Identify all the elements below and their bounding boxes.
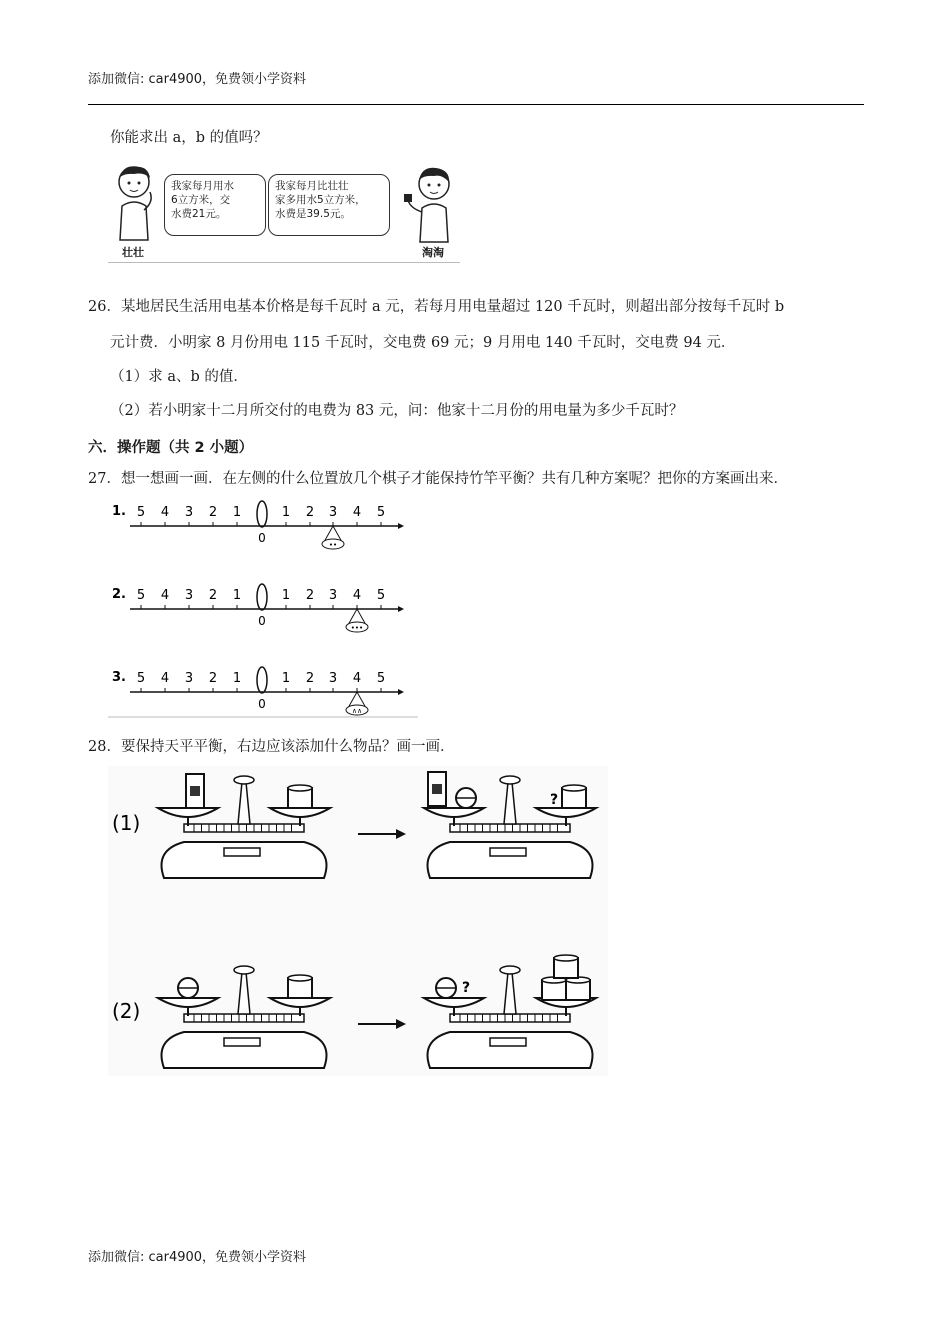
zero-label: 0 <box>258 531 266 545</box>
rod-arrow-icon <box>398 606 404 612</box>
q28-label-2: (2) <box>112 999 141 1023</box>
tick-label: 3 <box>184 588 194 603</box>
left-bubble-line: 6立方米，交 <box>171 194 231 206</box>
scale-top <box>234 776 254 784</box>
scale-plate <box>224 1038 260 1046</box>
tick-label: 4 <box>352 588 362 603</box>
weight-mark: •• <box>328 541 338 549</box>
tick-label: 5 <box>376 588 386 603</box>
q26-part2: （2）若小明家十二月所交付的电费为 83 元，问：他家十二月份的用电量为多少千瓦时？ <box>110 403 684 419</box>
question-mark-icon: ? <box>550 792 559 808</box>
zero-label: 0 <box>258 614 266 628</box>
scale-top <box>234 966 254 974</box>
page-header: 添加微信: car4900，免费领小学资料 <box>88 72 307 87</box>
left-bubble-line: 我家每月用水 <box>171 180 234 192</box>
tick-label: 4 <box>352 505 362 520</box>
q26-line1: 26．某地居民生活用电基本价格是每千瓦时 a 元，若每月用电量超过 120 千瓦时，则超出部分按每千瓦时 b <box>88 299 785 315</box>
q27-balance-rods <box>108 496 420 718</box>
rod-label: 3. <box>112 670 126 685</box>
q28-label-1: (1) <box>112 811 141 835</box>
right-bubble-line: 家多用水5立方米， <box>275 194 366 206</box>
q28-scales-figure <box>108 766 608 1076</box>
rod-arrow-icon <box>398 689 404 695</box>
tick-label: 2 <box>208 505 218 520</box>
tick-label: 4 <box>352 671 362 686</box>
q26-part1: （1）求 a、b 的值． <box>110 369 248 385</box>
scale-2-before <box>158 966 330 1068</box>
q26-line2: 元计费．小明家 8 月份用电 115 千瓦时，交电费 69 元；9 月用电 140 千瓦时，交电费 94 元． <box>110 335 736 351</box>
rod-label: 1. <box>112 504 126 519</box>
tick-label: 2 <box>305 671 315 686</box>
q27-text: 27．想一想画一画．在左侧的什么位置放几个棋子才能保持竹竿平衡？共有几种方案呢？把你的方案画出来． <box>88 471 788 487</box>
weight-mark: ••• <box>350 624 364 632</box>
question-mark-icon: ? <box>462 980 471 996</box>
tick-label: 1 <box>281 588 291 603</box>
tick-label: 2 <box>305 505 315 520</box>
tick-label: 1 <box>281 671 291 686</box>
name-taotao: 淘淘 <box>422 246 444 259</box>
balance-rod-1 <box>112 501 404 549</box>
fulcrum-icon <box>257 584 267 610</box>
q25-prompt: 你能求出 a，b 的值吗？ <box>110 130 268 146</box>
tick-label: 1 <box>232 505 242 520</box>
name-zhuangzhuang: 壮壮 <box>122 246 144 259</box>
zero-label: 0 <box>258 697 266 711</box>
cylinder-top <box>288 975 312 981</box>
cylinder-top <box>562 785 586 791</box>
scale-plate <box>224 848 260 856</box>
tick-label: 2 <box>305 588 315 603</box>
tick-label: 1 <box>232 588 242 603</box>
cylinder-top <box>288 785 312 791</box>
tick-label: 4 <box>160 505 170 520</box>
tick-label: 2 <box>208 671 218 686</box>
tick-label: 4 <box>160 588 170 603</box>
tick-label: 3 <box>328 588 338 603</box>
tick-label: 1 <box>281 505 291 520</box>
box-label <box>190 786 200 796</box>
section-title: 六．操作题（共 2 小题） <box>88 440 254 456</box>
fulcrum-icon <box>257 667 267 693</box>
left-bubble-line: 水费21元。 <box>171 208 227 220</box>
tick-label: 2 <box>208 588 218 603</box>
tick-label: 1 <box>232 671 242 686</box>
boy-taotao-icon <box>404 164 458 244</box>
tick-label: 5 <box>136 505 146 520</box>
tick-label: 5 <box>136 588 146 603</box>
rod-label: 2. <box>112 587 126 602</box>
q25-illustration <box>108 160 460 263</box>
balance-rod-2 <box>112 584 404 632</box>
scale-top <box>500 966 520 974</box>
boy-zhuangzhuang-icon <box>110 162 158 242</box>
rod-arrow-icon <box>398 523 404 529</box>
tick-label: 3 <box>328 671 338 686</box>
weight-mark: ∧∧ <box>351 707 363 715</box>
tick-label: 5 <box>376 671 386 686</box>
tick-label: 3 <box>184 505 194 520</box>
page-footer: 添加微信: car4900，免费领小学资料 <box>88 1250 307 1265</box>
tick-label: 5 <box>376 505 386 520</box>
scale-top <box>500 776 520 784</box>
tick-label: 3 <box>184 671 194 686</box>
box-label <box>432 784 442 794</box>
fulcrum-icon <box>257 501 267 527</box>
balance-rod-3 <box>112 667 404 715</box>
right-bubble-line: 我家每月比壮壮 <box>275 180 349 192</box>
scale-plate <box>490 848 526 856</box>
tick-label: 3 <box>328 505 338 520</box>
right-speech-bubble <box>268 174 390 236</box>
right-bubble-line: 水费是39.5元。 <box>275 208 351 220</box>
header-divider <box>88 104 864 105</box>
scale-plate <box>490 1038 526 1046</box>
left-speech-bubble <box>164 174 266 236</box>
tick-label: 4 <box>160 671 170 686</box>
cylinder-top <box>554 955 578 961</box>
tick-label: 5 <box>136 671 146 686</box>
q28-text: 28．要保持天平平衡，右边应该添加什么物品？画一画． <box>88 739 455 755</box>
